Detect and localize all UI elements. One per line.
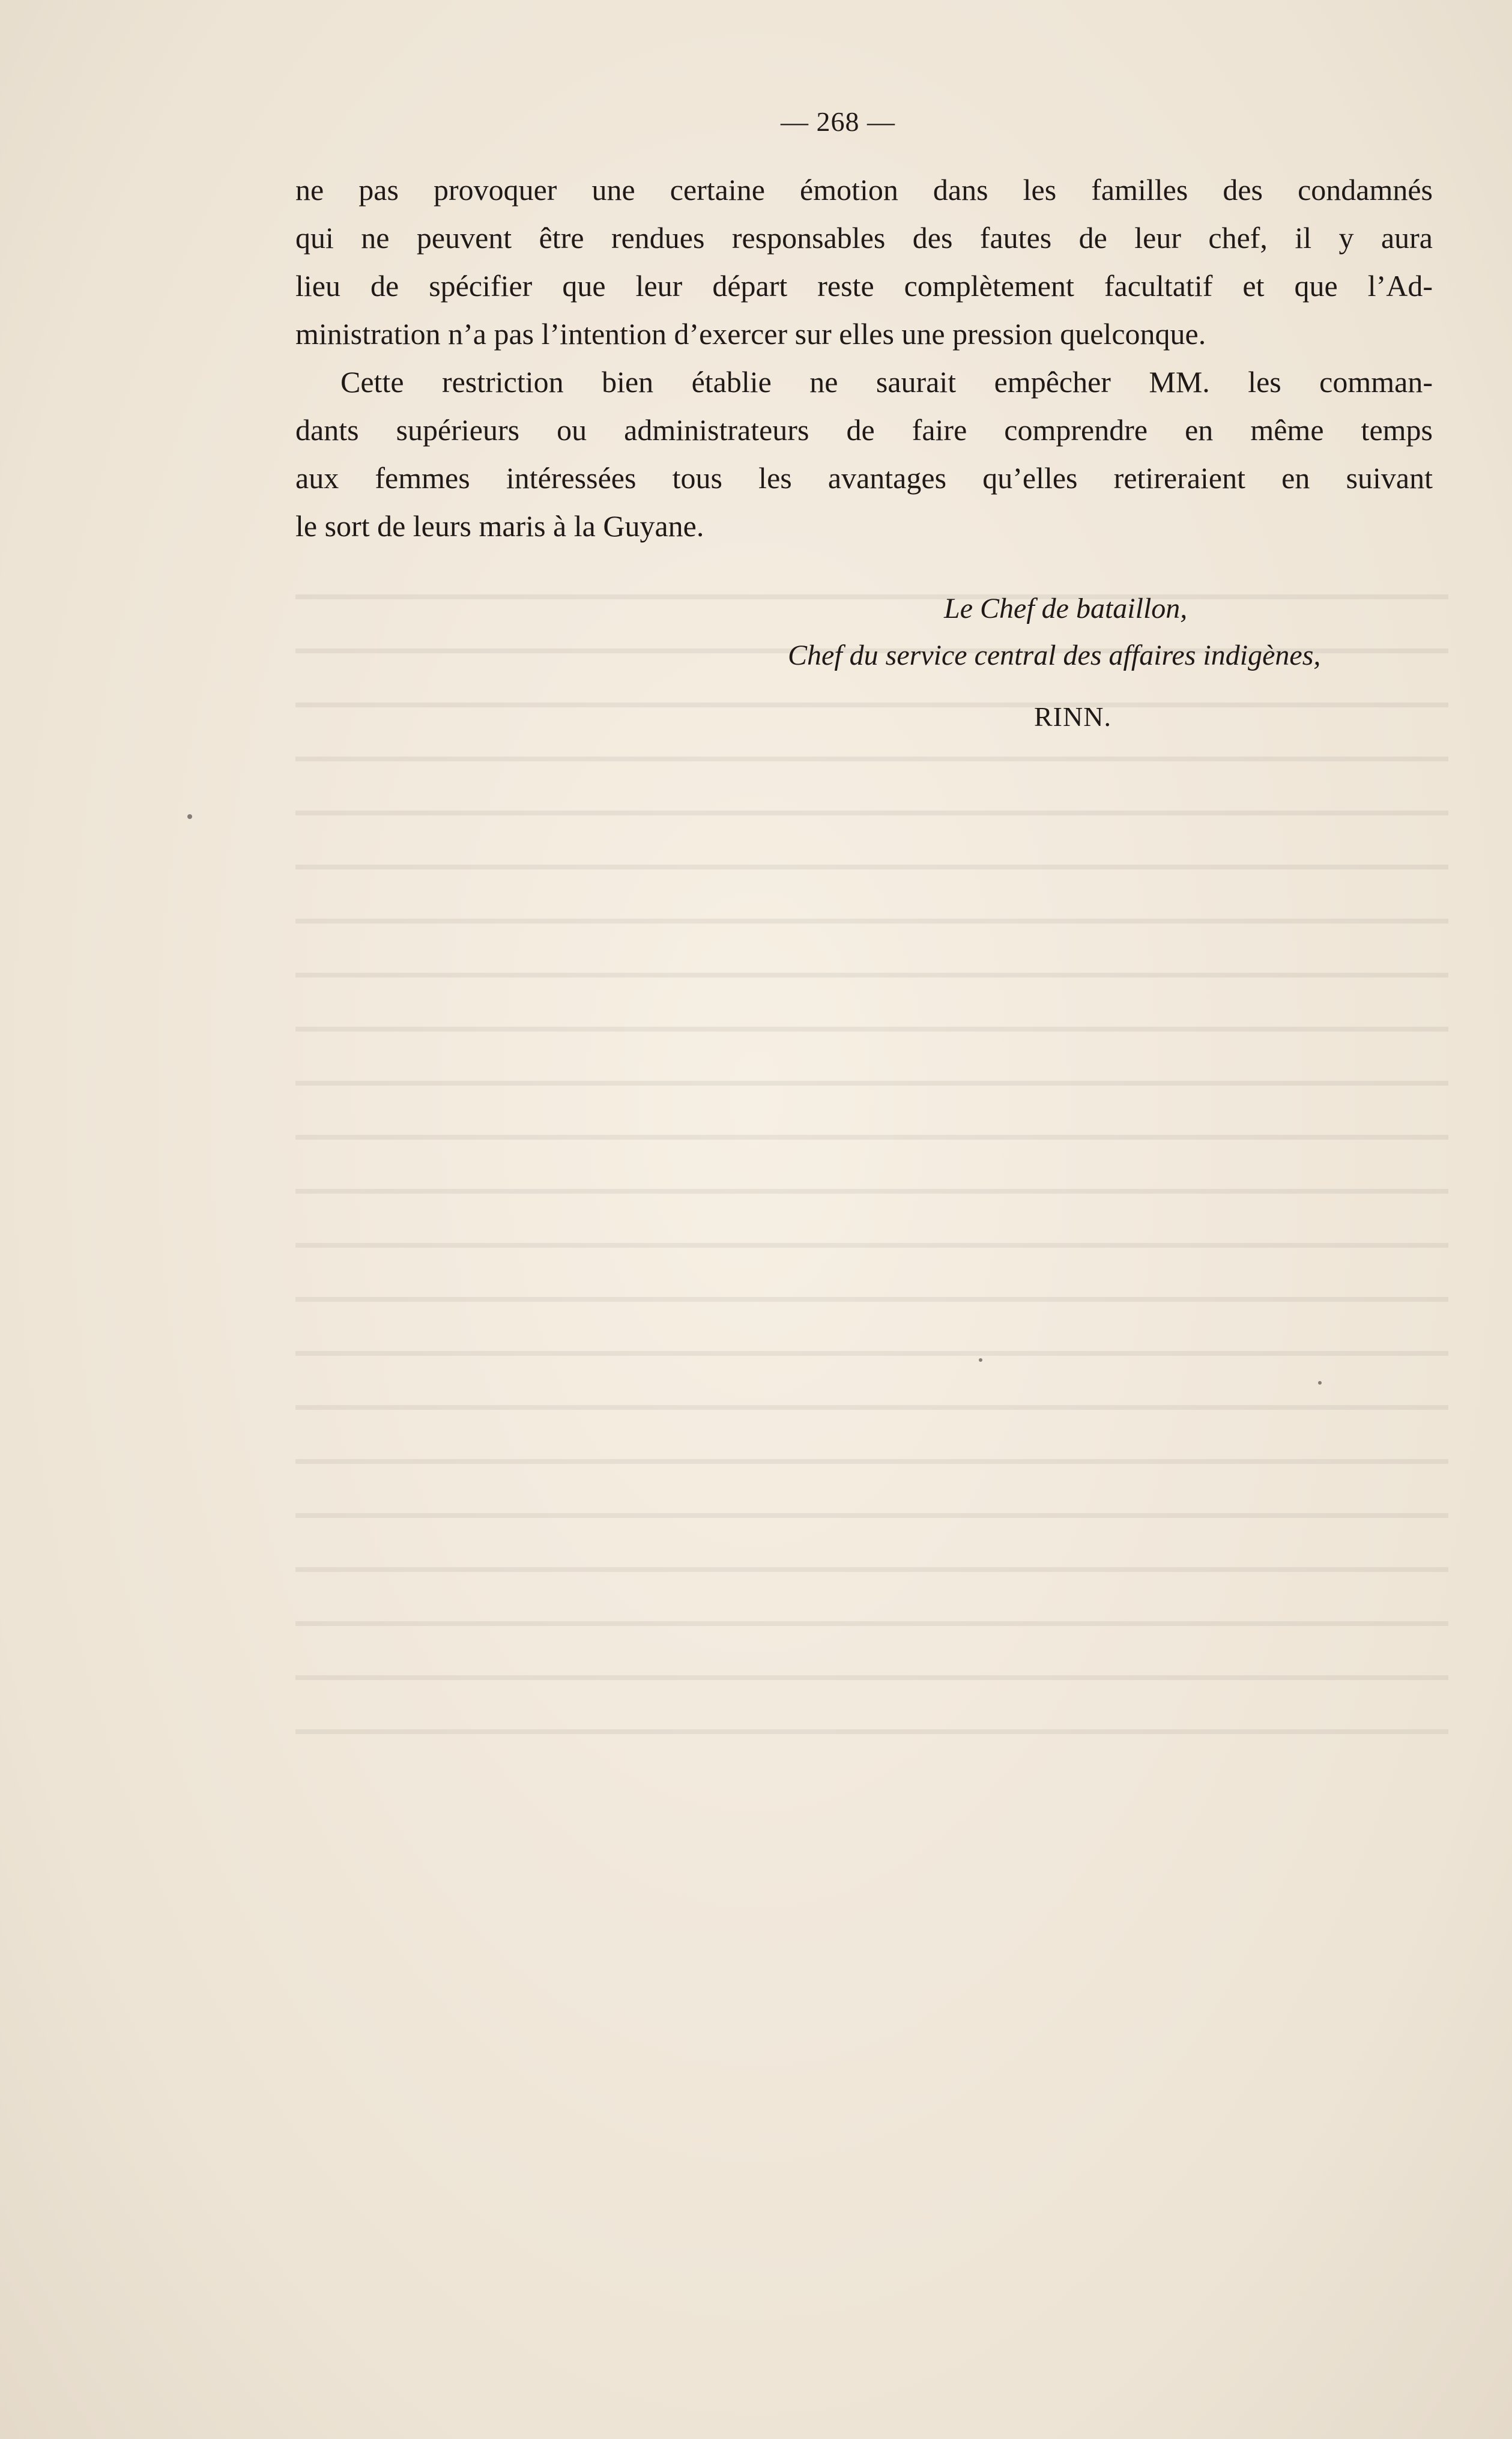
- text-line: ministration n’a pas l’intention d’exercer sur elles une pression quelconque.: [295, 317, 1206, 351]
- ink-speck: [979, 1358, 982, 1362]
- text-line: Cette restriction bien établie ne saurait empêcher MM. les comman-: [340, 365, 1433, 399]
- text-line: aux femmes intéressées tous les avantages qu’elles retireraient en suivant: [295, 461, 1433, 495]
- text-line: qui ne peuvent être rendues responsables des fautes de leur chef, il y aura: [295, 221, 1433, 255]
- signature-name: RINN.: [1034, 701, 1111, 732]
- ink-speck: [1318, 1381, 1322, 1385]
- text-line: lieu de spécifier que leur départ reste complètement facultatif et que l’Ad-: [295, 269, 1433, 303]
- show-through-texture: [295, 564, 1448, 1741]
- signature-title: Le Chef de bataillon,: [944, 593, 1188, 624]
- body-paragraphs: [295, 166, 1433, 550]
- text-line: le sort de leurs maris à la Guyane.: [295, 509, 704, 543]
- signature-service: Chef du service central des affaires indigènes,: [788, 639, 1321, 671]
- ink-speck: [187, 814, 192, 819]
- text-line: ne pas provoquer une certaine émotion dans les familles des condamnés: [295, 173, 1433, 207]
- page-number: — 268 —: [781, 106, 895, 137]
- text-line: dants supérieurs ou administrateurs de faire comprendre en même temps: [295, 413, 1433, 447]
